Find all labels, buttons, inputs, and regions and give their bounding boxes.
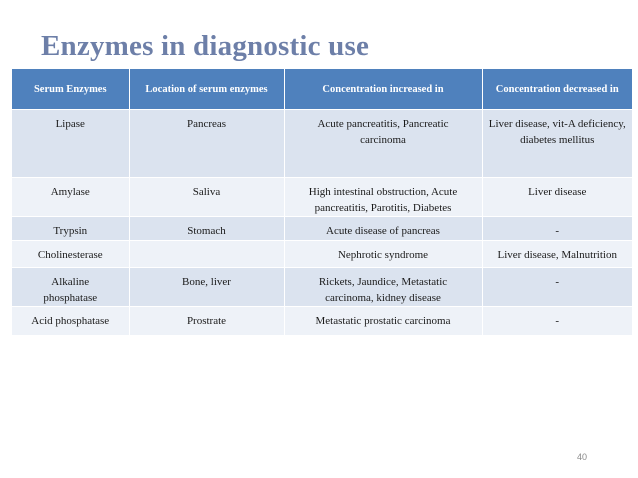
header-location: Location of serum enzymes: [129, 69, 284, 110]
table-row: [12, 110, 632, 178]
table-row: [12, 178, 632, 217]
cell-location: [129, 241, 284, 268]
cell-decreased: -: [482, 217, 632, 241]
cell-enzyme: Trypsin: [12, 217, 129, 241]
cell-location: Bone, liver: [129, 268, 284, 307]
cell-decreased: -: [482, 268, 632, 307]
cell-location: Saliva: [129, 178, 284, 217]
header-serum-enzymes: Serum Enzymes: [12, 69, 129, 110]
cell-increased: Metastatic prostatic carcinoma: [284, 307, 482, 335]
cell-enzyme: Acid phosphatase: [12, 307, 129, 335]
cell-decreased: -: [482, 307, 632, 335]
cell-increased: Acute disease of pancreas: [284, 217, 482, 241]
cell-enzyme: Amylase: [12, 178, 129, 217]
cell-decreased: Liver disease, Malnutrition: [482, 241, 632, 268]
page-number: 40: [577, 452, 588, 462]
table-header-row: [12, 69, 632, 110]
enzyme-table: [12, 69, 632, 335]
cell-location: Pancreas: [129, 110, 284, 178]
cell-increased: High intestinal obstruction, Acute pancreatitis, Parotitis, Diabetes: [284, 178, 482, 217]
cell-decreased: Liver disease, vit-A deficiency, diabetes mellitus: [482, 110, 632, 178]
cell-enzyme: Alkaline phosphatase: [12, 268, 129, 307]
table-row: [12, 268, 632, 307]
cell-increased: Acute pancreatitis, Pancreatic carcinoma: [284, 110, 482, 178]
header-increased-in: Concentration increased in: [284, 69, 482, 110]
cell-increased: Rickets, Jaundice, Metastatic carcinoma, kidney disease: [284, 268, 482, 307]
cell-location: Stomach: [129, 217, 284, 241]
cell-increased: Nephrotic syndrome: [284, 241, 482, 268]
slide-title: Enzymes in diagnostic use: [41, 30, 370, 62]
cell-enzyme: Cholinesterase: [12, 241, 129, 268]
table-row: [12, 241, 632, 268]
cell-location: Prostrate: [129, 307, 284, 335]
table-row: [12, 307, 632, 335]
cell-enzyme: Lipase: [12, 110, 129, 178]
header-decreased-in: Concentration decreased in: [482, 69, 632, 110]
cell-decreased: Liver disease: [482, 178, 632, 217]
table-row: [12, 217, 632, 241]
